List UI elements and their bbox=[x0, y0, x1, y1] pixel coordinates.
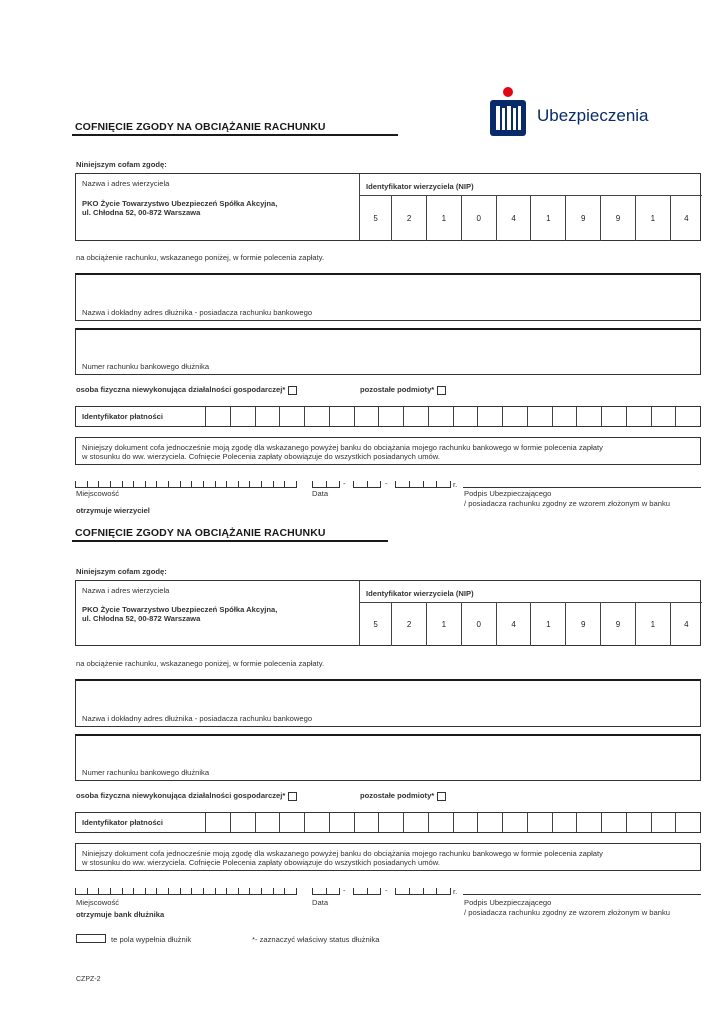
account-number-label: Numer rachunku bankowego dłużnika bbox=[82, 768, 210, 777]
section-title: COFNIĘCIE ZGODY NA OBCIĄŻANIE RACHUNKU bbox=[75, 527, 326, 539]
place-label: Miejscowość bbox=[76, 898, 120, 907]
nip-digit: 9 bbox=[601, 196, 636, 241]
nip-digit: 5 bbox=[373, 214, 378, 223]
brand-name: Ubezpieczenia bbox=[537, 106, 649, 125]
nip-digit: 1 bbox=[426, 196, 461, 241]
place-field[interactable] bbox=[75, 887, 297, 895]
statement-box bbox=[75, 843, 701, 871]
status-person-label: osoba fizyczna niewykonująca działalności gospodarczej* bbox=[76, 385, 286, 394]
nip-digit: 1 bbox=[531, 196, 566, 241]
intro-text: Niniejszym cofam zgodę: bbox=[76, 160, 167, 169]
title-underline bbox=[72, 134, 398, 136]
account-number-field[interactable] bbox=[75, 734, 701, 781]
nip-label: Identyfikator wierzyciela (NIP) bbox=[366, 589, 474, 598]
signature-label: Podpis Ubezpieczającego bbox=[464, 489, 552, 498]
statement-line-2: w stosunku do ww. wierzyciela. Cofnięcie Polecenia zapłaty obowiązuje do wszystkich posiadanych umów. bbox=[82, 858, 440, 867]
date-dash: - bbox=[385, 479, 388, 488]
creditor-name: PKO Życie Towarzystwo Ubezpieczeń Spółka Akcyjna, bbox=[82, 199, 278, 208]
creditor-address: ul. Chłodna 52, 00-872 Warszawa bbox=[82, 208, 201, 217]
nip-digit: 9 bbox=[601, 603, 636, 646]
status-other-checkbox[interactable] bbox=[437, 386, 446, 395]
nip-digit: 9 bbox=[566, 196, 601, 241]
statement-line-1: Niniejszy dokument cofa jednocześnie moją zgodę dla wskazanego powyżej banku do obciążania mojego rachunku bankowego w formie polecenia zapłaty bbox=[82, 849, 603, 858]
statement-line-2: w stosunku do ww. wierzyciela. Cofnięcie Polecenia zapłaty obowiązuje do wszystkich posiadanych umów. bbox=[82, 452, 440, 461]
place-field[interactable] bbox=[75, 480, 297, 488]
signature-sublabel: / posiadacza rachunku zgodny ze wzorem złożonym w banku bbox=[464, 908, 670, 917]
payment-id-row bbox=[75, 406, 701, 427]
nip-block bbox=[359, 174, 702, 240]
payment-id-label: Identyfikator płatności bbox=[82, 818, 164, 827]
debtor-name-label: Nazwa i dokładny adres dłużnika - posiadacza rachunku bankowego bbox=[82, 714, 313, 723]
title-underline bbox=[72, 540, 388, 542]
nip-block bbox=[359, 581, 702, 645]
place-label: Miejscowość bbox=[76, 489, 120, 498]
date-day-field[interactable] bbox=[312, 480, 340, 488]
date-year-field[interactable] bbox=[395, 887, 451, 895]
year-suffix: r. bbox=[453, 887, 458, 896]
nip-digit: 1 bbox=[635, 196, 670, 241]
nip-digit: 0 bbox=[461, 603, 496, 646]
creditor-name: PKO Życie Towarzystwo Ubezpieczeń Spółka Akcyjna, bbox=[82, 605, 278, 614]
status-other-label: pozostałe podmioty* bbox=[360, 791, 435, 800]
logo bbox=[488, 86, 528, 138]
creditor-label: Nazwa i adres wierzyciela bbox=[82, 586, 170, 595]
nip-label: Identyfikator wierzyciela (NIP) bbox=[366, 182, 474, 191]
nip-digit: 2 bbox=[392, 603, 427, 646]
recipient-label: otrzymuje wierzyciel bbox=[76, 506, 150, 515]
nip-digit: 9 bbox=[566, 603, 601, 646]
status-other-label: pozostałe podmioty* bbox=[360, 385, 435, 394]
debtor-name-field[interactable] bbox=[75, 679, 701, 727]
date-dash: - bbox=[343, 479, 346, 488]
nip-digit: 1 bbox=[426, 603, 461, 646]
nip-digit: 4 bbox=[670, 603, 702, 646]
payment-id-row bbox=[75, 812, 701, 833]
date-dash: - bbox=[343, 886, 346, 895]
date-year-field[interactable] bbox=[395, 480, 451, 488]
debtor-name-label: Nazwa i dokładny adres dłużnika - posiadacza rachunku bankowego bbox=[82, 308, 313, 317]
status-other bbox=[360, 791, 446, 801]
date-day-field[interactable] bbox=[312, 887, 340, 895]
nip-digits bbox=[360, 603, 702, 646]
nip-digit: 5 bbox=[373, 620, 378, 629]
debtor-name-field[interactable] bbox=[75, 273, 701, 321]
signature-line[interactable] bbox=[463, 487, 701, 488]
statement-box bbox=[75, 437, 701, 465]
status-other-checkbox[interactable] bbox=[437, 792, 446, 801]
date-month-field[interactable] bbox=[353, 480, 381, 488]
intro-text: Niniejszym cofam zgodę: bbox=[76, 567, 167, 576]
charge-text: na obciążenie rachunku, wskazanego poniżej, w formie polecenia zapłaty. bbox=[76, 659, 325, 668]
status-person-checkbox[interactable] bbox=[288, 386, 297, 395]
date-label: Data bbox=[312, 489, 329, 498]
nip-digit: 1 bbox=[531, 603, 566, 646]
asterisk-note: *- zaznaczyć właściwy status dłużnika bbox=[252, 935, 380, 944]
creditor-address: ul. Chłodna 52, 00-872 Warszawa bbox=[82, 614, 201, 623]
creditor-box bbox=[75, 580, 701, 646]
nip-digit: 4 bbox=[670, 196, 702, 241]
statement-line-1: Niniejszy dokument cofa jednocześnie moją zgodę dla wskazanego powyżej banku do obciążania mojego rachunku bankowego w formie polecenia zapłaty bbox=[82, 443, 603, 452]
recipient-label: otrzymuje bank dłużnika bbox=[76, 910, 165, 919]
account-number-field[interactable] bbox=[75, 328, 701, 375]
date-dash: - bbox=[385, 886, 388, 895]
form-code: CZPZ-2 bbox=[76, 976, 101, 983]
year-suffix: r. bbox=[453, 480, 458, 489]
status-other bbox=[360, 385, 446, 395]
status-person-label: osoba fizyczna niewykonująca działalności gospodarczej* bbox=[76, 791, 286, 800]
section-title: COFNIĘCIE ZGODY NA OBCIĄŻANIE RACHUNKU bbox=[75, 121, 326, 133]
payment-id-label: Identyfikator płatności bbox=[82, 412, 164, 421]
legend-text: te pola wypełnia dłużnik bbox=[111, 935, 192, 944]
charge-text: na obciążenie rachunku, wskazanego poniżej, w formie polecenia zapłaty. bbox=[76, 253, 325, 262]
nip-digit: 4 bbox=[496, 196, 531, 241]
status-person bbox=[76, 385, 297, 395]
payment-id-cells[interactable] bbox=[205, 407, 700, 426]
legend-swatch bbox=[76, 934, 106, 943]
nip-digit: 1 bbox=[635, 603, 670, 646]
signature-sublabel: / posiadacza rachunku zgodny ze wzorem złożonym w banku bbox=[464, 499, 670, 508]
nip-digit: 4 bbox=[496, 603, 531, 646]
nip-digit: 2 bbox=[392, 196, 427, 241]
pko-logo-icon bbox=[488, 86, 528, 138]
nip-digits bbox=[360, 196, 702, 241]
status-person-checkbox[interactable] bbox=[288, 792, 297, 801]
date-month-field[interactable] bbox=[353, 887, 381, 895]
creditor-box bbox=[75, 173, 701, 241]
payment-id-cells[interactable] bbox=[205, 813, 700, 832]
creditor-label: Nazwa i adres wierzyciela bbox=[82, 179, 170, 188]
date-label: Data bbox=[312, 898, 329, 907]
account-number-label: Numer rachunku bankowego dłużnika bbox=[82, 362, 210, 371]
status-person bbox=[76, 791, 297, 801]
signature-line[interactable] bbox=[463, 894, 701, 895]
signature-label: Podpis Ubezpieczającego bbox=[464, 898, 552, 907]
nip-digit: 0 bbox=[461, 196, 496, 241]
